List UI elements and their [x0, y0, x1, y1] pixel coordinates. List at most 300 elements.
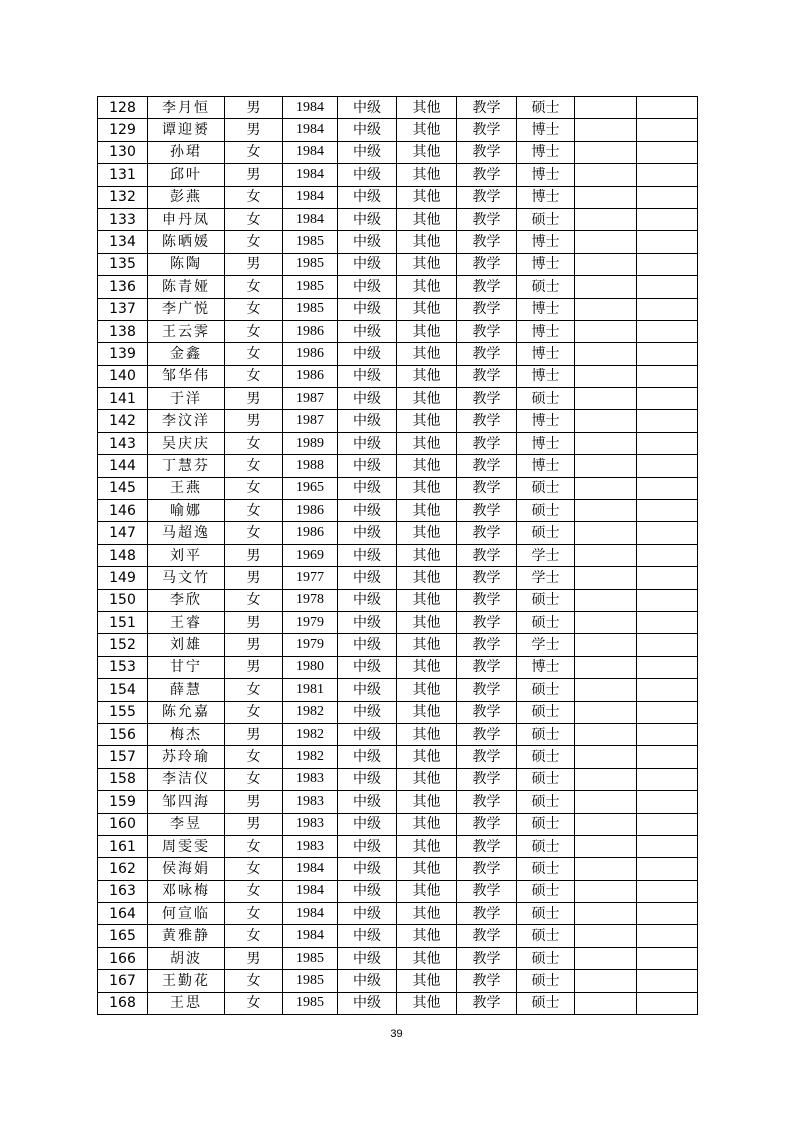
cell-blank-a	[575, 992, 637, 1014]
cell-blank-b	[637, 320, 698, 342]
cell-number: 168	[98, 992, 148, 1014]
cell-number: 142	[98, 410, 148, 432]
cell-title-level: 中级	[338, 768, 397, 790]
cell-category: 其他	[397, 253, 457, 275]
cell-name: 王思	[148, 992, 225, 1014]
staff-table	[97, 96, 698, 1015]
cell-title-level: 中级	[338, 544, 397, 566]
cell-title-level: 中级	[338, 477, 397, 499]
cell-birth-year: 1985	[283, 298, 338, 320]
cell-category: 其他	[397, 455, 457, 477]
cell-blank-b	[637, 880, 698, 902]
cell-post-type: 教学	[457, 970, 517, 992]
cell-blank-a	[575, 835, 637, 857]
cell-gender: 女	[225, 992, 283, 1014]
cell-gender: 女	[225, 343, 283, 365]
cell-degree: 硕士	[517, 679, 575, 701]
cell-category: 其他	[397, 477, 457, 499]
table-row	[98, 186, 698, 208]
cell-number: 133	[98, 208, 148, 230]
cell-degree: 博士	[517, 410, 575, 432]
cell-gender: 女	[225, 320, 283, 342]
cell-blank-a	[575, 567, 637, 589]
page-number: 39	[390, 1028, 403, 1040]
cell-title-level: 中级	[338, 119, 397, 141]
cell-number: 151	[98, 611, 148, 633]
cell-gender: 男	[225, 97, 283, 119]
cell-birth-year: 1984	[283, 97, 338, 119]
cell-birth-year: 1982	[283, 723, 338, 745]
cell-blank-b	[637, 768, 698, 790]
cell-blank-a	[575, 947, 637, 969]
cell-birth-year: 1986	[283, 522, 338, 544]
cell-post-type: 教学	[457, 320, 517, 342]
cell-gender: 女	[225, 679, 283, 701]
cell-blank-b	[637, 186, 698, 208]
cell-title-level: 中级	[338, 276, 397, 298]
cell-title-level: 中级	[338, 656, 397, 678]
cell-category: 其他	[397, 141, 457, 163]
cell-birth-year: 1987	[283, 388, 338, 410]
cell-birth-year: 1983	[283, 791, 338, 813]
cell-blank-b	[637, 903, 698, 925]
table-row	[98, 925, 698, 947]
cell-name: 马超逸	[148, 522, 225, 544]
cell-blank-b	[637, 231, 698, 253]
cell-blank-a	[575, 208, 637, 230]
cell-gender: 女	[225, 589, 283, 611]
cell-gender: 女	[225, 231, 283, 253]
cell-gender: 女	[225, 768, 283, 790]
cell-blank-a	[575, 500, 637, 522]
cell-blank-b	[637, 388, 698, 410]
cell-gender: 女	[225, 455, 283, 477]
cell-degree: 博士	[517, 343, 575, 365]
cell-post-type: 教学	[457, 253, 517, 275]
cell-degree: 博士	[517, 365, 575, 387]
cell-birth-year: 1979	[283, 634, 338, 656]
table-row	[98, 679, 698, 701]
cell-blank-a	[575, 365, 637, 387]
cell-category: 其他	[397, 164, 457, 186]
cell-gender: 女	[225, 276, 283, 298]
cell-blank-a	[575, 611, 637, 633]
cell-gender: 女	[225, 186, 283, 208]
table-row	[98, 208, 698, 230]
cell-post-type: 教学	[457, 835, 517, 857]
cell-blank-b	[637, 611, 698, 633]
cell-post-type: 教学	[457, 388, 517, 410]
cell-gender: 女	[225, 835, 283, 857]
table-body	[98, 97, 698, 1015]
cell-blank-a	[575, 813, 637, 835]
cell-birth-year: 1986	[283, 343, 338, 365]
cell-number: 136	[98, 276, 148, 298]
cell-post-type: 教学	[457, 208, 517, 230]
cell-post-type: 教学	[457, 410, 517, 432]
cell-blank-a	[575, 746, 637, 768]
cell-number: 143	[98, 432, 148, 454]
cell-category: 其他	[397, 298, 457, 320]
table-row	[98, 388, 698, 410]
cell-gender: 男	[225, 164, 283, 186]
cell-post-type: 教学	[457, 455, 517, 477]
cell-degree: 硕士	[517, 208, 575, 230]
cell-title-level: 中级	[338, 634, 397, 656]
cell-gender: 女	[225, 500, 283, 522]
cell-number: 147	[98, 522, 148, 544]
cell-blank-a	[575, 141, 637, 163]
cell-blank-a	[575, 544, 637, 566]
cell-blank-b	[637, 701, 698, 723]
cell-title-level: 中级	[338, 679, 397, 701]
cell-blank-b	[637, 567, 698, 589]
cell-birth-year: 1986	[283, 365, 338, 387]
cell-category: 其他	[397, 992, 457, 1014]
cell-birth-year: 1984	[283, 880, 338, 902]
cell-blank-b	[637, 925, 698, 947]
cell-birth-year: 1988	[283, 455, 338, 477]
cell-blank-a	[575, 723, 637, 745]
cell-gender: 女	[225, 141, 283, 163]
cell-gender: 女	[225, 746, 283, 768]
cell-number: 154	[98, 679, 148, 701]
cell-blank-a	[575, 880, 637, 902]
cell-gender: 男	[225, 611, 283, 633]
cell-blank-a	[575, 410, 637, 432]
cell-post-type: 教学	[457, 589, 517, 611]
cell-gender: 女	[225, 432, 283, 454]
cell-title-level: 中级	[338, 97, 397, 119]
cell-blank-b	[637, 544, 698, 566]
cell-post-type: 教学	[457, 634, 517, 656]
cell-number: 155	[98, 701, 148, 723]
cell-birth-year: 1985	[283, 231, 338, 253]
cell-degree: 硕士	[517, 500, 575, 522]
cell-degree: 博士	[517, 298, 575, 320]
cell-birth-year: 1981	[283, 679, 338, 701]
table-row	[98, 231, 698, 253]
table-row	[98, 432, 698, 454]
cell-birth-year: 1984	[283, 208, 338, 230]
cell-blank-b	[637, 656, 698, 678]
cell-name: 王睿	[148, 611, 225, 633]
cell-blank-b	[637, 679, 698, 701]
cell-category: 其他	[397, 365, 457, 387]
table-row	[98, 253, 698, 275]
cell-name: 李广悦	[148, 298, 225, 320]
cell-title-level: 中级	[338, 992, 397, 1014]
cell-number: 145	[98, 477, 148, 499]
cell-blank-a	[575, 298, 637, 320]
cell-birth-year: 1984	[283, 925, 338, 947]
cell-gender: 女	[225, 477, 283, 499]
cell-birth-year: 1984	[283, 119, 338, 141]
cell-blank-a	[575, 903, 637, 925]
cell-title-level: 中级	[338, 813, 397, 835]
cell-degree: 硕士	[517, 611, 575, 633]
cell-number: 130	[98, 141, 148, 163]
cell-blank-a	[575, 253, 637, 275]
cell-degree: 博士	[517, 253, 575, 275]
cell-gender: 女	[225, 880, 283, 902]
cell-category: 其他	[397, 432, 457, 454]
cell-post-type: 教学	[457, 298, 517, 320]
table-row	[98, 164, 698, 186]
cell-blank-a	[575, 701, 637, 723]
table-row	[98, 903, 698, 925]
cell-category: 其他	[397, 947, 457, 969]
table-row	[98, 768, 698, 790]
cell-degree: 硕士	[517, 925, 575, 947]
cell-gender: 女	[225, 858, 283, 880]
cell-title-level: 中级	[338, 164, 397, 186]
cell-category: 其他	[397, 813, 457, 835]
table-row	[98, 97, 698, 119]
cell-name: 李汶洋	[148, 410, 225, 432]
table-row	[98, 970, 698, 992]
cell-birth-year: 1985	[283, 253, 338, 275]
cell-number: 135	[98, 253, 148, 275]
cell-post-type: 教学	[457, 813, 517, 835]
table-row	[98, 500, 698, 522]
cell-name: 陈允嘉	[148, 701, 225, 723]
cell-gender: 男	[225, 947, 283, 969]
cell-name: 陈青娅	[148, 276, 225, 298]
cell-blank-b	[637, 276, 698, 298]
cell-blank-a	[575, 97, 637, 119]
cell-blank-b	[637, 432, 698, 454]
cell-name: 侯海娟	[148, 858, 225, 880]
table-row	[98, 298, 698, 320]
cell-post-type: 教学	[457, 365, 517, 387]
cell-gender: 男	[225, 813, 283, 835]
cell-blank-b	[637, 835, 698, 857]
table-row	[98, 858, 698, 880]
cell-name: 陈晒媛	[148, 231, 225, 253]
cell-title-level: 中级	[338, 970, 397, 992]
cell-post-type: 教学	[457, 791, 517, 813]
cell-degree: 博士	[517, 119, 575, 141]
cell-category: 其他	[397, 320, 457, 342]
cell-name: 甘宁	[148, 656, 225, 678]
cell-name: 喻娜	[148, 500, 225, 522]
cell-number: 166	[98, 947, 148, 969]
cell-gender: 女	[225, 903, 283, 925]
cell-blank-b	[637, 97, 698, 119]
table-row	[98, 611, 698, 633]
cell-category: 其他	[397, 567, 457, 589]
table-row	[98, 477, 698, 499]
cell-gender: 男	[225, 544, 283, 566]
cell-number: 128	[98, 97, 148, 119]
cell-birth-year: 1986	[283, 500, 338, 522]
cell-degree: 学士	[517, 567, 575, 589]
cell-degree: 硕士	[517, 992, 575, 1014]
cell-gender: 男	[225, 253, 283, 275]
cell-category: 其他	[397, 500, 457, 522]
cell-degree: 硕士	[517, 388, 575, 410]
cell-post-type: 教学	[457, 880, 517, 902]
cell-degree: 硕士	[517, 768, 575, 790]
cell-name: 李欣	[148, 589, 225, 611]
cell-category: 其他	[397, 231, 457, 253]
cell-number: 159	[98, 791, 148, 813]
cell-blank-a	[575, 970, 637, 992]
cell-number: 158	[98, 768, 148, 790]
cell-name: 李洁仪	[148, 768, 225, 790]
cell-category: 其他	[397, 835, 457, 857]
cell-degree: 博士	[517, 455, 575, 477]
cell-blank-a	[575, 343, 637, 365]
cell-gender: 女	[225, 208, 283, 230]
cell-blank-b	[637, 164, 698, 186]
cell-title-level: 中级	[338, 589, 397, 611]
cell-number: 164	[98, 903, 148, 925]
cell-name: 李昱	[148, 813, 225, 835]
cell-category: 其他	[397, 97, 457, 119]
cell-name: 薛慧	[148, 679, 225, 701]
cell-post-type: 教学	[457, 701, 517, 723]
cell-category: 其他	[397, 903, 457, 925]
cell-number: 146	[98, 500, 148, 522]
cell-blank-a	[575, 455, 637, 477]
cell-number: 148	[98, 544, 148, 566]
table-row	[98, 343, 698, 365]
cell-gender: 男	[225, 410, 283, 432]
cell-title-level: 中级	[338, 567, 397, 589]
cell-title-level: 中级	[338, 858, 397, 880]
cell-title-level: 中级	[338, 903, 397, 925]
cell-blank-a	[575, 231, 637, 253]
cell-post-type: 教学	[457, 903, 517, 925]
cell-name: 孙珺	[148, 141, 225, 163]
cell-category: 其他	[397, 791, 457, 813]
cell-name: 胡波	[148, 947, 225, 969]
table-row	[98, 723, 698, 745]
cell-name: 周雯雯	[148, 835, 225, 857]
cell-post-type: 教学	[457, 432, 517, 454]
cell-blank-b	[637, 365, 698, 387]
cell-category: 其他	[397, 388, 457, 410]
table-row	[98, 701, 698, 723]
cell-name: 王云霁	[148, 320, 225, 342]
cell-blank-b	[637, 634, 698, 656]
cell-title-level: 中级	[338, 701, 397, 723]
cell-post-type: 教学	[457, 656, 517, 678]
cell-title-level: 中级	[338, 320, 397, 342]
table-row	[98, 947, 698, 969]
cell-blank-a	[575, 768, 637, 790]
cell-gender: 女	[225, 522, 283, 544]
cell-degree: 硕士	[517, 813, 575, 835]
cell-gender: 女	[225, 970, 283, 992]
cell-category: 其他	[397, 723, 457, 745]
cell-blank-b	[637, 813, 698, 835]
cell-category: 其他	[397, 746, 457, 768]
cell-category: 其他	[397, 343, 457, 365]
cell-title-level: 中级	[338, 791, 397, 813]
cell-degree: 硕士	[517, 589, 575, 611]
cell-category: 其他	[397, 276, 457, 298]
cell-degree: 硕士	[517, 903, 575, 925]
cell-birth-year: 1983	[283, 835, 338, 857]
cell-degree: 硕士	[517, 522, 575, 544]
cell-blank-b	[637, 253, 698, 275]
cell-blank-a	[575, 119, 637, 141]
cell-number: 132	[98, 186, 148, 208]
cell-degree: 硕士	[517, 276, 575, 298]
table-row	[98, 880, 698, 902]
cell-title-level: 中级	[338, 365, 397, 387]
cell-name: 王燕	[148, 477, 225, 499]
cell-name: 于洋	[148, 388, 225, 410]
cell-number: 152	[98, 634, 148, 656]
cell-birth-year: 1985	[283, 970, 338, 992]
cell-post-type: 教学	[457, 141, 517, 163]
cell-number: 144	[98, 455, 148, 477]
cell-post-type: 教学	[457, 186, 517, 208]
cell-birth-year: 1979	[283, 611, 338, 633]
cell-blank-b	[637, 119, 698, 141]
cell-blank-a	[575, 791, 637, 813]
cell-name: 丁慧芬	[148, 455, 225, 477]
cell-gender: 女	[225, 365, 283, 387]
cell-degree: 硕士	[517, 835, 575, 857]
cell-degree: 硕士	[517, 970, 575, 992]
cell-blank-b	[637, 791, 698, 813]
table-row	[98, 544, 698, 566]
cell-birth-year: 1984	[283, 858, 338, 880]
cell-birth-year: 1984	[283, 141, 338, 163]
cell-degree: 博士	[517, 186, 575, 208]
cell-title-level: 中级	[338, 723, 397, 745]
cell-blank-b	[637, 858, 698, 880]
cell-post-type: 教学	[457, 992, 517, 1014]
cell-gender: 男	[225, 656, 283, 678]
cell-title-level: 中级	[338, 835, 397, 857]
cell-category: 其他	[397, 186, 457, 208]
cell-category: 其他	[397, 768, 457, 790]
cell-post-type: 教学	[457, 544, 517, 566]
cell-title-level: 中级	[338, 947, 397, 969]
cell-blank-b	[637, 141, 698, 163]
cell-name: 陈陶	[148, 253, 225, 275]
cell-blank-b	[637, 992, 698, 1014]
cell-post-type: 教学	[457, 746, 517, 768]
cell-degree: 硕士	[517, 880, 575, 902]
table-row	[98, 589, 698, 611]
cell-name: 王勤花	[148, 970, 225, 992]
cell-degree: 硕士	[517, 746, 575, 768]
table-row	[98, 410, 698, 432]
cell-birth-year: 1986	[283, 320, 338, 342]
table-row	[98, 522, 698, 544]
cell-birth-year: 1989	[283, 432, 338, 454]
cell-blank-a	[575, 164, 637, 186]
cell-blank-b	[637, 746, 698, 768]
cell-category: 其他	[397, 701, 457, 723]
cell-blank-b	[637, 477, 698, 499]
cell-birth-year: 1985	[283, 276, 338, 298]
cell-blank-a	[575, 186, 637, 208]
cell-birth-year: 1977	[283, 567, 338, 589]
cell-blank-a	[575, 276, 637, 298]
cell-degree: 学士	[517, 544, 575, 566]
cell-name: 邹四海	[148, 791, 225, 813]
cell-blank-b	[637, 947, 698, 969]
cell-name: 邱叶	[148, 164, 225, 186]
